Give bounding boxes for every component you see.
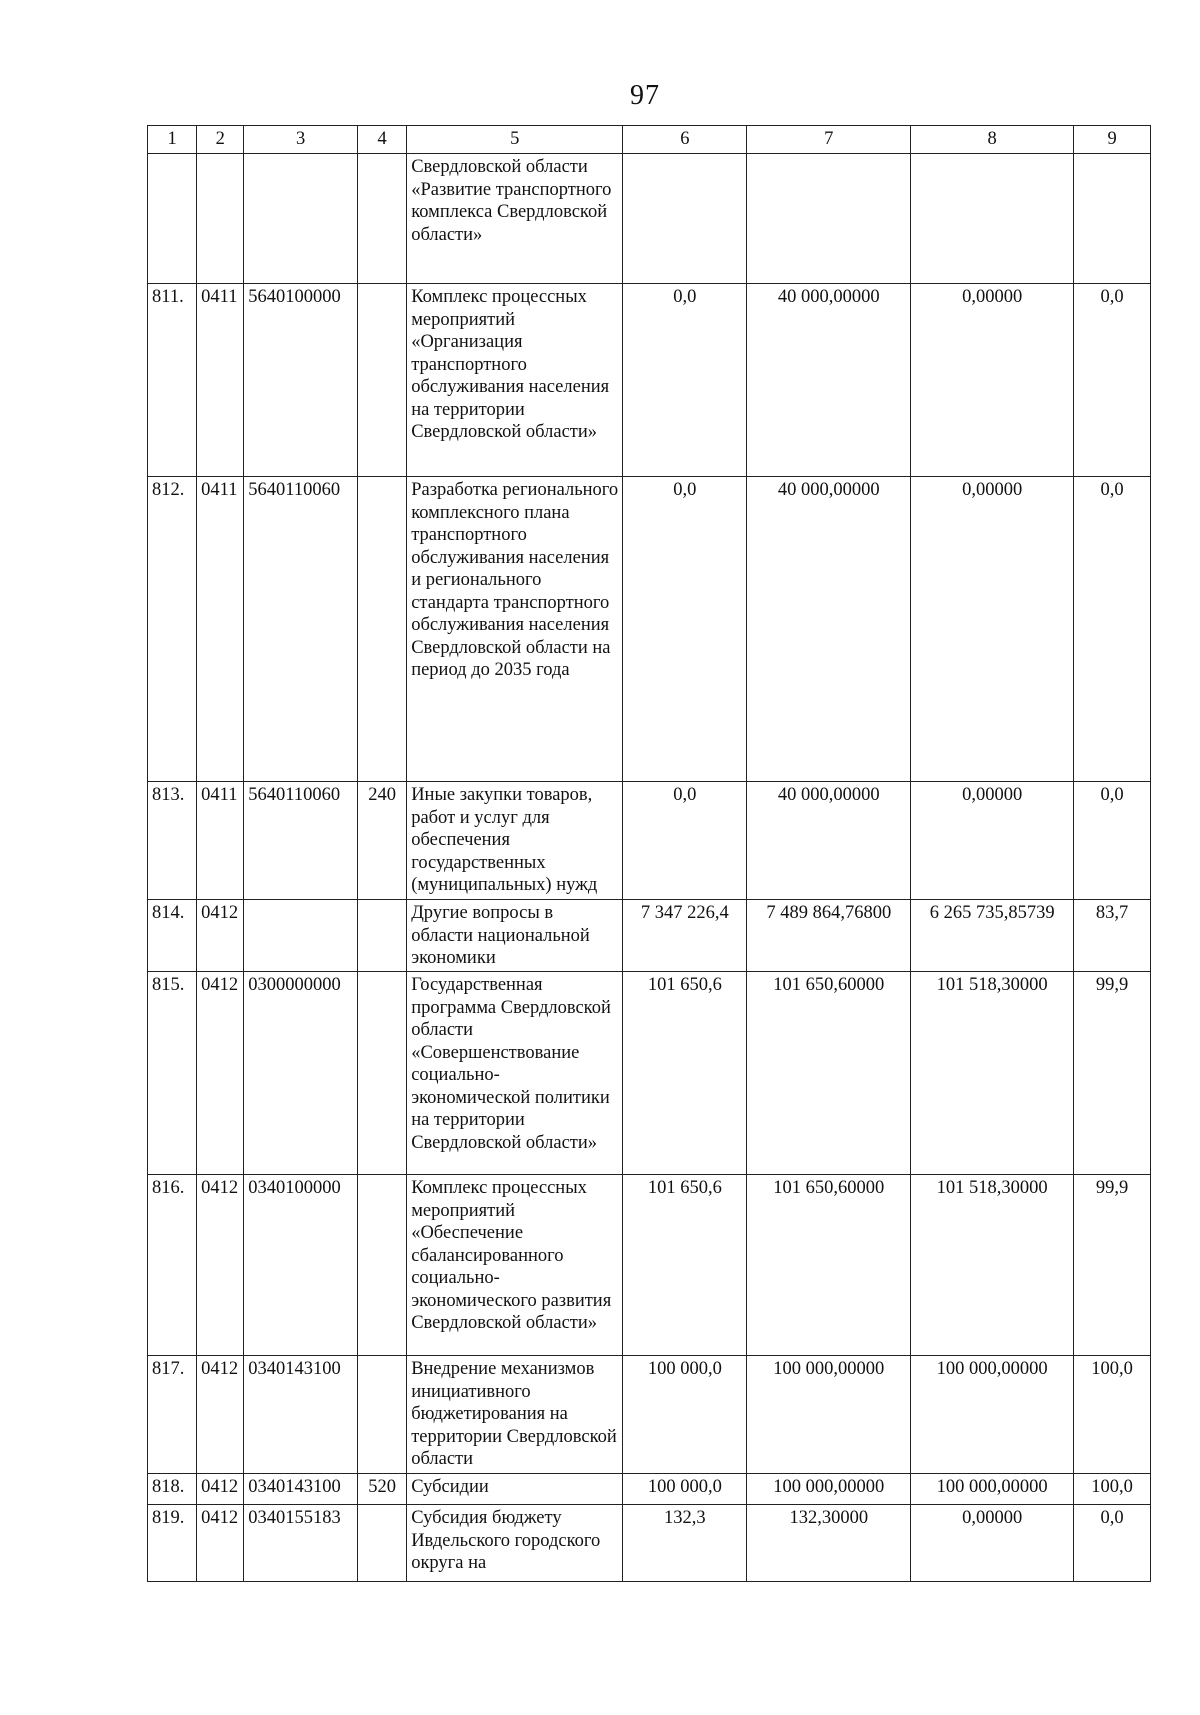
target-code xyxy=(244,900,358,972)
table-row xyxy=(148,1474,1151,1505)
item-name: Комплекс процессных мероприятий «Обеспечение сбалансированного социально-экономического развития Свердловской области» xyxy=(407,1175,623,1356)
row-number: 812. xyxy=(148,477,197,782)
table-row xyxy=(148,1175,1151,1356)
expense-type xyxy=(358,154,407,284)
value-col9: 99,9 xyxy=(1074,1175,1151,1356)
value-col8 xyxy=(911,154,1074,284)
column-header-2: 2 xyxy=(197,126,244,154)
value-col7 xyxy=(747,154,911,284)
item-name: Разработка регионального комплексного плана транспортного обслуживания населения и регионального стандарта транспортного обслуживания населения Свердловской области на период до 2035 года xyxy=(407,477,623,782)
section-code: 0412 xyxy=(197,1505,244,1582)
row-number: 815. xyxy=(148,972,197,1175)
value-col6: 101 650,6 xyxy=(623,1175,747,1356)
row-number: 818. xyxy=(148,1474,197,1505)
row-number: 817. xyxy=(148,1356,197,1474)
value-col8: 6 265 735,85739 xyxy=(911,900,1074,972)
value-col7: 40 000,00000 xyxy=(747,477,911,782)
value-col7: 101 650,60000 xyxy=(747,972,911,1175)
budget-table xyxy=(147,125,1151,1582)
value-col7: 132,30000 xyxy=(747,1505,911,1582)
row-number: 816. xyxy=(148,1175,197,1356)
target-code: 0340155183 xyxy=(244,1505,358,1582)
section-code: 0412 xyxy=(197,900,244,972)
value-col9: 0,0 xyxy=(1074,782,1151,900)
section-code: 0411 xyxy=(197,477,244,782)
expense-type xyxy=(358,477,407,782)
item-name: Иные закупки товаров, работ и услуг для обеспечения государственных (муниципальных) нужд xyxy=(407,782,623,900)
expense-type xyxy=(358,972,407,1175)
column-header-5: 5 xyxy=(407,126,623,154)
value-col9: 99,9 xyxy=(1074,972,1151,1175)
item-name: Внедрение механизмов инициативного бюджетирования на территории Свердловской области xyxy=(407,1356,623,1474)
target-code xyxy=(244,154,358,284)
value-col6: 132,3 xyxy=(623,1505,747,1582)
value-col9 xyxy=(1074,154,1151,284)
value-col9: 100,0 xyxy=(1074,1474,1151,1505)
table-row xyxy=(148,782,1151,900)
section-code: 0412 xyxy=(197,972,244,1175)
item-name: Субсидии xyxy=(407,1474,623,1505)
value-col7: 100 000,00000 xyxy=(747,1474,911,1505)
value-col9: 100,0 xyxy=(1074,1356,1151,1474)
value-col7: 7 489 864,76800 xyxy=(747,900,911,972)
expense-type xyxy=(358,1356,407,1474)
page-number: 97 xyxy=(630,80,660,111)
section-code: 0411 xyxy=(197,782,244,900)
value-col6: 0,0 xyxy=(623,284,747,477)
row-number xyxy=(148,154,197,284)
column-header-3: 3 xyxy=(244,126,358,154)
item-name: Другие вопросы в области национальной экономики xyxy=(407,900,623,972)
column-header-7: 7 xyxy=(747,126,911,154)
table-row xyxy=(148,972,1151,1175)
section-code: 0412 xyxy=(197,1175,244,1356)
expense-type xyxy=(358,1505,407,1582)
table-row xyxy=(148,1505,1151,1582)
value-col9: 83,7 xyxy=(1074,900,1151,972)
expense-type xyxy=(358,1175,407,1356)
value-col6 xyxy=(623,154,747,284)
row-number: 813. xyxy=(148,782,197,900)
value-col9: 0,0 xyxy=(1074,1505,1151,1582)
target-code: 0300000000 xyxy=(244,972,358,1175)
table-row xyxy=(148,1356,1151,1474)
value-col8: 0,00000 xyxy=(911,782,1074,900)
target-code: 0340100000 xyxy=(244,1175,358,1356)
value-col9: 0,0 xyxy=(1074,284,1151,477)
expense-type xyxy=(358,284,407,477)
row-number: 811. xyxy=(148,284,197,477)
section-code xyxy=(197,154,244,284)
item-name: Комплекс процессных мероприятий «Организация транспортного обслуживания населения на территории Свердловской области» xyxy=(407,284,623,477)
value-col7: 40 000,00000 xyxy=(747,284,911,477)
column-header-1: 1 xyxy=(148,126,197,154)
item-name: Государственная программа Свердловской области «Совершенствование социально-экономической политики на территории Свердловской области» xyxy=(407,972,623,1175)
item-name: Субсидия бюджету Ивдельского городского округа на xyxy=(407,1505,623,1582)
table-row xyxy=(148,900,1151,972)
column-header-4: 4 xyxy=(358,126,407,154)
expense-type: 240 xyxy=(358,782,407,900)
target-code: 5640100000 xyxy=(244,284,358,477)
value-col6: 100 000,0 xyxy=(623,1356,747,1474)
value-col8: 0,00000 xyxy=(911,284,1074,477)
table-row xyxy=(148,284,1151,477)
expense-type xyxy=(358,900,407,972)
value-col6: 7 347 226,4 xyxy=(623,900,747,972)
value-col9: 0,0 xyxy=(1074,477,1151,782)
column-header-8: 8 xyxy=(911,126,1074,154)
value-col8: 0,00000 xyxy=(911,477,1074,782)
item-name: Свердловской области «Развитие транспортного комплекса Свердловской области» xyxy=(407,154,623,284)
value-col8: 101 518,30000 xyxy=(911,972,1074,1175)
value-col7: 40 000,00000 xyxy=(747,782,911,900)
section-code: 0411 xyxy=(197,284,244,477)
value-col8: 100 000,00000 xyxy=(911,1356,1074,1474)
value-col8: 0,00000 xyxy=(911,1505,1074,1582)
target-code: 0340143100 xyxy=(244,1474,358,1505)
section-code: 0412 xyxy=(197,1356,244,1474)
value-col7: 100 000,00000 xyxy=(747,1356,911,1474)
value-col6: 0,0 xyxy=(623,477,747,782)
column-header-9: 9 xyxy=(1074,126,1151,154)
row-number: 814. xyxy=(148,900,197,972)
section-code: 0412 xyxy=(197,1474,244,1505)
table-row xyxy=(148,477,1151,782)
target-code: 0340143100 xyxy=(244,1356,358,1474)
value-col6: 100 000,0 xyxy=(623,1474,747,1505)
row-number: 819. xyxy=(148,1505,197,1582)
target-code: 5640110060 xyxy=(244,782,358,900)
target-code: 5640110060 xyxy=(244,477,358,782)
column-header-6: 6 xyxy=(623,126,747,154)
value-col8: 100 000,00000 xyxy=(911,1474,1074,1505)
header-row xyxy=(148,126,1151,154)
value-col6: 0,0 xyxy=(623,782,747,900)
table-row xyxy=(148,154,1151,284)
value-col8: 101 518,30000 xyxy=(911,1175,1074,1356)
expense-type: 520 xyxy=(358,1474,407,1505)
value-col7: 101 650,60000 xyxy=(747,1175,911,1356)
value-col6: 101 650,6 xyxy=(623,972,747,1175)
